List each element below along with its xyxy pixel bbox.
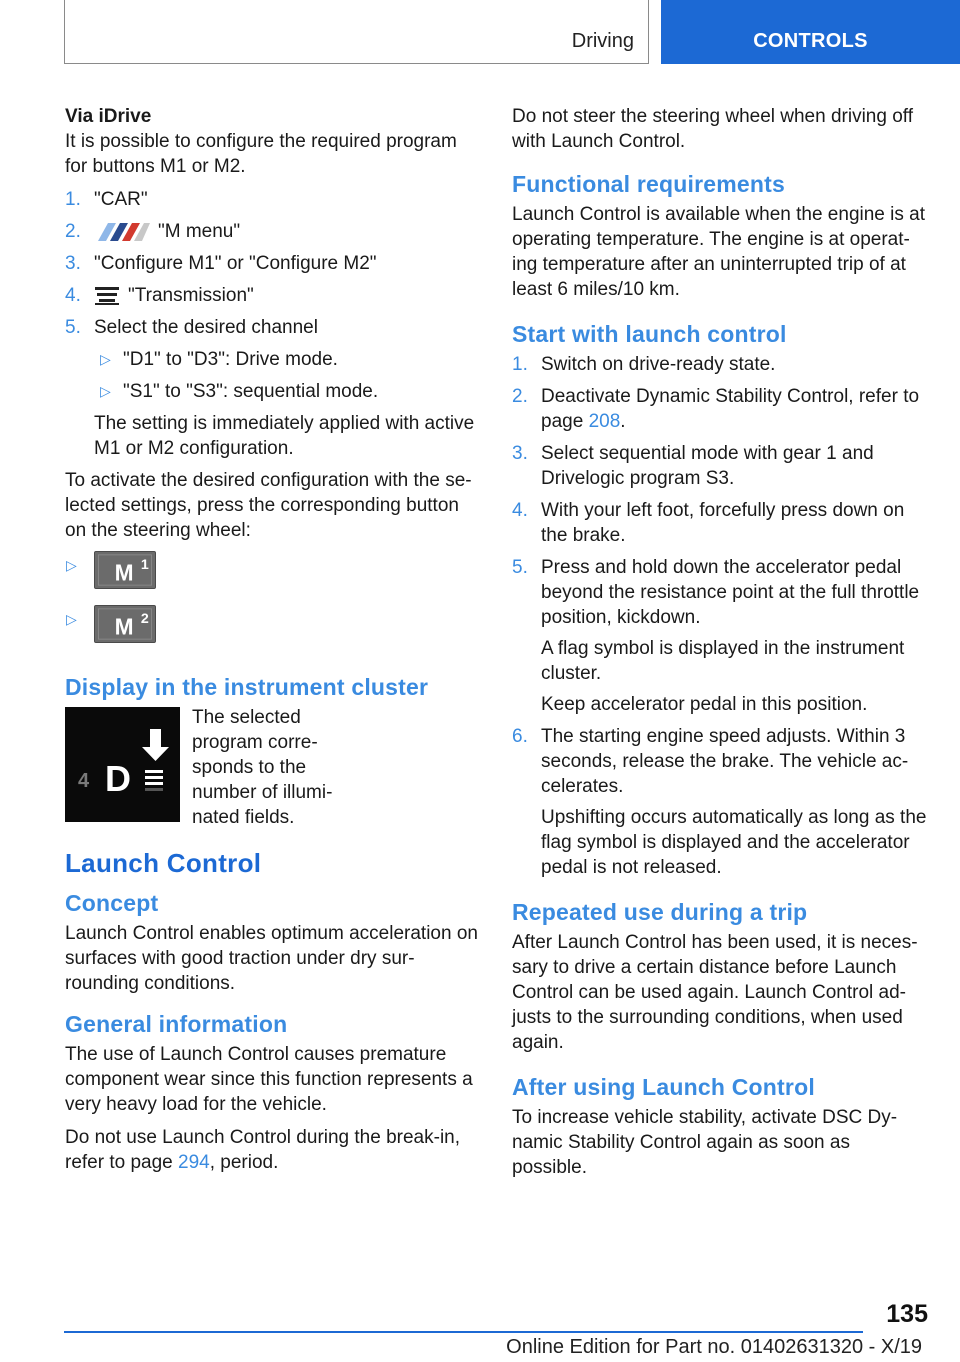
page-link-294[interactable]: 294 (178, 1152, 210, 1173)
svg-text:1: 1 (140, 557, 149, 574)
right-column (512, 104, 930, 1188)
left-column (65, 104, 480, 1183)
concept-heading: Concept (65, 890, 159, 916)
step6-note: Upshifting occurs automatically as long as the flag symbol is displayed and the accelerator pedal is not released. (541, 807, 927, 878)
header-chapter-label: CONTROLS (753, 30, 868, 52)
launch-control-title: Launch Control (65, 848, 262, 878)
idrive-steps (65, 187, 480, 461)
list-item: 3. Select sequential mode with gear 1 and Drivelogic program S3. (512, 443, 874, 489)
after-using-text: To increase vehicle stability, activate DSC Dy-namic Stability Control again as soon as possible. (512, 1107, 898, 1178)
list-item: 5. Press and hold down the accelerator pedal beyond the resistance point at the full throttle position, kickdown. A flag symbol is displayed in the instrument cluster. Keep accelerator pedal in this position. (512, 555, 930, 717)
list-item: 3. "Configure M1" or "Configure M2" (65, 253, 377, 274)
list-item: 6. The starting engine speed adjusts. Within 3 seconds, release the brake. The vehicle ac-celerates. Upshifting occurs automatically as long as the flag symbol is displayed and the accelerator pedal is not released. (512, 724, 930, 880)
via-idrive-text: It is possible to configure the required program for buttons M1 or M2. (65, 131, 457, 177)
m2-button-icon (94, 605, 156, 643)
cluster-display-block (65, 705, 480, 827)
list-item: 2. "M menu" (65, 221, 241, 242)
m1-button-icon (94, 551, 156, 589)
cluster-display-image (65, 707, 180, 822)
svg-text:D: D (105, 758, 131, 799)
m2-button-item (65, 605, 480, 651)
start-launch-heading: Start with launch control (512, 321, 787, 347)
list-item: 1. Switch on drive-ready state. (512, 354, 776, 375)
triangle-bullet-icon: ▷ (66, 557, 77, 573)
repeated-use-heading: Repeated use during a trip (512, 899, 808, 925)
svg-text:2: 2 (140, 611, 149, 628)
channel-list (94, 347, 480, 404)
list-item: 1. "CAR" (65, 189, 148, 210)
step5-note: The setting is immediately applied with active M1 or M2 configuration. (94, 413, 475, 459)
triangle-bullet-icon: ▷ (100, 383, 111, 399)
footer-edition: Online Edition for Part no. 01402631320 - X/19 (506, 1336, 922, 1358)
svg-text:M: M (114, 613, 134, 640)
after-using-heading: After using Launch Control (512, 1074, 815, 1100)
header-section-tab (64, 0, 649, 64)
general-info-text: The use of Launch Control causes premature component wear since this function represents a very heavy load for the vehicle. (65, 1044, 473, 1115)
m-stripes-icon (94, 223, 150, 241)
concept-text: Launch Control enables optimum acceleration on surfaces with good traction under dry sur-rounding conditions. (65, 923, 478, 994)
list-item: 4. "Transmission" (65, 285, 254, 306)
triangle-bullet-icon: ▷ (100, 351, 111, 367)
header-section-label: Driving (571, 30, 634, 52)
repeated-use-text: After Launch Control has been used, it is neces-sary to drive a certain distance before Launch Control can be used again. Launch Control ad-justs to the surrounding conditions, when used again. (512, 932, 918, 1053)
display-heading: Display in the instrument cluster (65, 674, 429, 700)
triangle-bullet-icon: ▷ (66, 611, 77, 627)
footer-divider (64, 1331, 863, 1333)
break-in-text: Do not use Launch Control during the break-in, refer to page 294, period. (65, 1127, 461, 1173)
page-link-208[interactable]: 208 (588, 411, 621, 432)
svg-text:M: M (114, 559, 134, 586)
list-item: ▷ "S1" to "S3": sequential mode. (100, 381, 379, 402)
transmission-icon (94, 286, 120, 306)
functional-req-heading: Functional requirements (512, 171, 785, 197)
general-info-heading: General information (65, 1011, 288, 1037)
list-item: 2. Deactivate Dynamic Stability Control, refer to page 208. (512, 386, 920, 432)
step5-note-keep: Keep accelerator pedal in this position. (541, 694, 868, 715)
list-item: 4. With your left foot, forcefully press down on the brake. (512, 500, 905, 546)
svg-text:4: 4 (78, 770, 90, 792)
page-number: 135 (886, 1300, 928, 1328)
list-item: 5. Select the desired channel ▷ "D1" to "D3": Drive mode. ▷ "S1" to "S3": sequential mode. The setting is immediately applied with active M1 or M2 configuration. (65, 315, 480, 461)
launch-steps (512, 352, 930, 880)
m1-button-item (65, 551, 480, 597)
via-idrive-title: Via iDrive (65, 106, 152, 127)
display-text: The selected program corre-sponds to the number of illumi-nated fields. (192, 707, 333, 828)
step5-note-flag: A flag symbol is displayed in the instrument cluster. (541, 638, 905, 684)
functional-req-text: Launch Control is available when the engine is at operating temperature. The engine is at operat-ing temperature after an uninterrupted trip of at least 6 miles/10 km. (512, 204, 925, 300)
steer-text: Do not steer the steering wheel when driving off with Launch Control. (512, 106, 913, 152)
header-chapter-tab (661, 0, 960, 64)
list-item: ▷ "D1" to "D3": Drive mode. (100, 349, 338, 370)
activate-text: To activate the desired configuration with the se-lected settings, press the corresponding button on the steering wheel: (65, 470, 472, 541)
